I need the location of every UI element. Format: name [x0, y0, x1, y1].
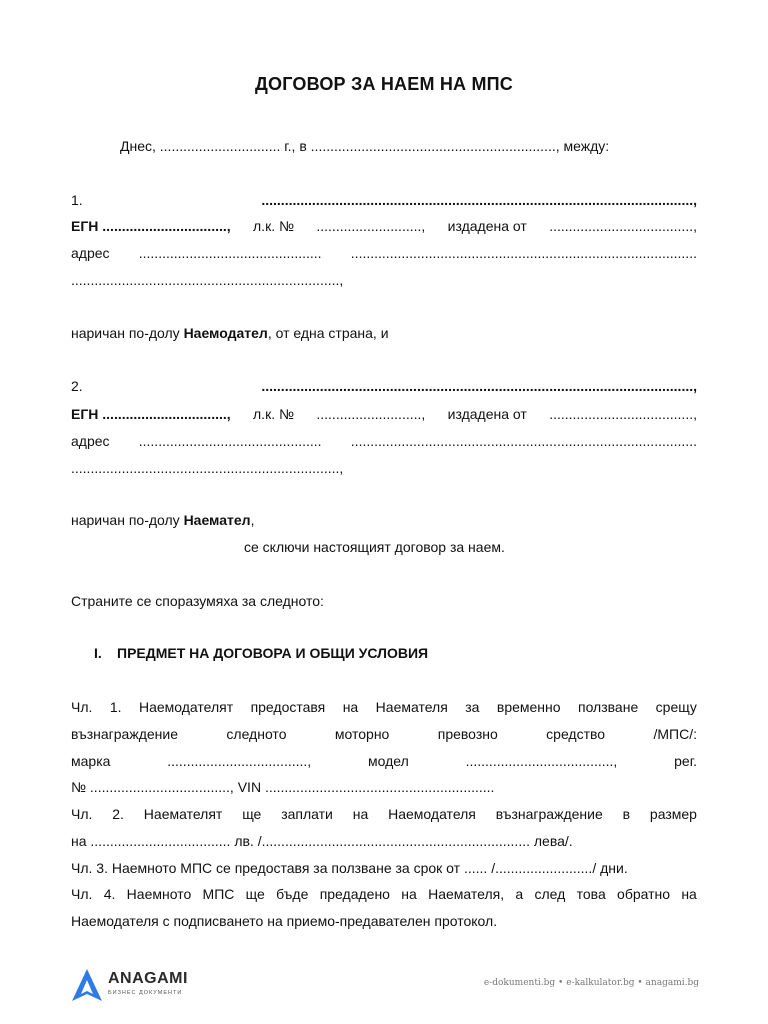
art4-word: Наемателя, [428, 886, 505, 902]
intro-date-blank: ............................... [159, 138, 281, 154]
party1-lk-blank: ..........................., [316, 218, 426, 234]
party2-number: 2. [71, 378, 83, 394]
art2-word: Чл. [71, 806, 93, 822]
party2-egn-blank: ................................, [102, 406, 231, 422]
art4-word: обратно [617, 886, 671, 902]
concluded-line: се сключи настоящият договор за наем. [244, 539, 505, 555]
art4-word: на [401, 886, 417, 902]
party1-role-line [71, 324, 697, 342]
art2-word: на [352, 806, 369, 822]
party1-id-line [71, 217, 697, 235]
art1-word: временно [496, 699, 561, 715]
art2-word: 2. [112, 806, 124, 822]
party2-address-line [71, 432, 697, 450]
art1-word: следното [226, 726, 287, 742]
logo-name: ANAGAMI [108, 970, 188, 987]
art1-word: ......................................, [465, 753, 618, 769]
party2-name-line [71, 377, 697, 395]
art4-word: след [534, 886, 566, 902]
art1-word: срещу [655, 699, 697, 715]
art2-word: възнаграждение [495, 806, 603, 822]
art4-word: Наемното [126, 886, 192, 902]
party2-id-line [71, 405, 697, 423]
party1-role-suffix: , от една страна, и [267, 325, 389, 341]
party1-address-line2: ....................................................................., [71, 272, 344, 288]
art1-word: рег. [674, 753, 697, 769]
party1-number: 1. [71, 192, 83, 208]
art4-word: бъде [276, 886, 309, 902]
party1-address-label: адрес [71, 245, 110, 261]
party2-egn-label: ЕГН [71, 406, 99, 422]
logo-tagline: БИЗНЕС ДОКУМЕНТИ [108, 990, 183, 996]
art1-word: предоставя [250, 699, 326, 715]
art4-word: това [576, 886, 606, 902]
art1-line4: № ...................................., VIN ........................................................... [71, 779, 495, 795]
art1-word: Чл. [71, 699, 93, 715]
art2-word: ще [242, 806, 262, 822]
party1-name-blank: ..............................................................................................................., [261, 192, 697, 208]
intro-g: г., в [284, 138, 307, 154]
art3-line: Чл. 3. Наемното МПС се предоставя за ползване за срок от ...... /........................./ дни. [71, 860, 628, 876]
party1-issued-blank: ....................................., [549, 218, 697, 234]
art2-word: Наемателят [143, 806, 223, 822]
party1-address-blank2: ......................................................................................... [350, 245, 697, 261]
party2-role-line [71, 511, 697, 529]
party1-name-line [71, 191, 697, 209]
intro-place-blank: ............................................................... [310, 138, 556, 154]
art1-word: за [465, 699, 480, 715]
footer-links[interactable]: e-dokumenti.bg • e-kalkulator.bg • anagami.bg [483, 978, 699, 988]
art2-line1 [71, 805, 697, 823]
party2-address-blank2: ......................................................................................... [350, 433, 697, 449]
party2-address-line2: ....................................................................., [71, 460, 344, 476]
party2-issued-label: издадена от [447, 406, 527, 422]
art1-word: марка [71, 753, 111, 769]
art4-word: 4. [103, 886, 116, 902]
art1-word: ...................................., [167, 753, 312, 769]
party1-address-blank1: ............................................... [138, 245, 322, 261]
art1-word: 1. [109, 699, 122, 715]
art2-word: Наемодателя [388, 806, 476, 822]
art4-word: а [515, 886, 524, 902]
party1-lk-label: л.к. № [253, 218, 294, 234]
art4-line2: Наемодателя с подписването на приемо-предавателен протокол. [71, 913, 498, 929]
art1-word: Наемателя [375, 699, 448, 715]
party2-lk-label: л.к. № [253, 406, 294, 422]
party2-address-blank1: ............................................... [138, 433, 322, 449]
art1-word: /МПС/: [653, 726, 697, 742]
party1-issued-label: издадена от [447, 218, 527, 234]
party1-egn-label: ЕГН [71, 218, 99, 234]
art4-word: на [681, 886, 697, 902]
party2-address-label: адрес [71, 433, 110, 449]
anagami-logo[interactable] [70, 967, 210, 1007]
art4-word: МПС [202, 886, 235, 902]
agreement-line: Страните се споразумяха за следното: [71, 593, 324, 609]
art1-word: средство [546, 726, 606, 742]
art2-word: в [622, 806, 631, 822]
art1-word: Наемодателят [138, 699, 234, 715]
anagami-logo-icon [70, 967, 104, 1005]
party1-role-prefix: наричан по-долу [71, 325, 184, 341]
party2-lk-blank: ..........................., [316, 406, 426, 422]
art2-line2: на .................................... лв. /..................................................................... лева/. [71, 833, 573, 849]
art4-word: Чл. [71, 886, 93, 902]
art1-line1 [71, 698, 697, 716]
art1-word: ползване [578, 699, 639, 715]
art1-word: на [342, 699, 359, 715]
intro-line [120, 137, 650, 155]
art1-line2 [71, 725, 697, 743]
party1-role-name: Наемодател [183, 325, 268, 341]
section-title: ПРЕДМЕТ НА ДОГОВОРА И ОБЩИ УСЛОВИЯ [117, 645, 429, 661]
art1-line3 [71, 752, 697, 770]
section-heading [94, 645, 428, 661]
intro-prefix: Днес, [120, 138, 156, 154]
art1-word: възнаграждение [71, 726, 178, 742]
document-title: ДОГОВОР ЗА НАЕМ НА МПС [255, 74, 513, 94]
party2-issued-blank: ....................................., [549, 406, 697, 422]
party2-role-suffix: , [250, 512, 255, 528]
party2-role-prefix: наричан по-долу [71, 512, 184, 528]
art1-word: моторно [334, 726, 390, 742]
intro-suffix: , между: [555, 138, 610, 154]
art4-word: ще [245, 886, 265, 902]
party1-egn-blank: ................................, [102, 218, 231, 234]
party2-role-name: Наемател [183, 512, 251, 528]
party2-name-blank: ..............................................................................................................., [261, 378, 697, 394]
art2-word: размер [649, 806, 697, 822]
art4-line1 [71, 885, 697, 903]
art4-word: предадено [319, 886, 390, 902]
art1-word: модел [368, 753, 409, 769]
art1-word: превозно [437, 726, 498, 742]
party1-address-line [71, 244, 697, 262]
art2-word: заплати [281, 806, 333, 822]
section-number: I. [94, 645, 102, 661]
